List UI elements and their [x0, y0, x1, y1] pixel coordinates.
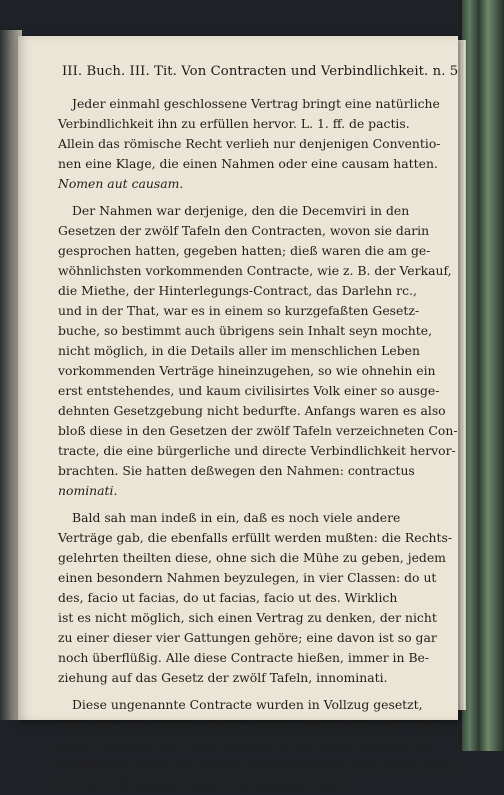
text-line: vorkommenden Verträge hineinzugehen, so wie ohnehin ein	[58, 363, 436, 378]
text-line: nominati.	[58, 483, 118, 498]
text-line: einen Nahmen, noch eine causam hatten, keine Zwangs-Ver-	[58, 737, 439, 752]
text-line: Verbindlichkeit ihn zu erfüllen hervor. L. 1. ff. de pactis.	[58, 116, 410, 131]
text-line: Allein das römische Recht verlieh nur denjenigen Conventio-	[58, 136, 441, 151]
text-line: Jeder einmahl geschlossene Vertrag bringt eine natürliche	[72, 96, 440, 111]
paragraph	[58, 201, 458, 501]
page-body	[58, 94, 458, 795]
text-line: L. 7. §. 2. ff. de pact. und 5. de prascript. verb.	[58, 777, 351, 792]
text-line: gelehrten theilten diese, ohne sich die Mühe zu geben, jedem	[58, 550, 446, 565]
text-line: nicht möglich, in die Details aller im menschlichen Leben	[58, 343, 420, 358]
text-line: die Miethe, der Hinterlegungs-Contract, das Darlehn rc.,	[58, 283, 417, 298]
text-line: buche, so bestimmt auch übrigens sein Inhalt seyn mochte,	[58, 323, 433, 338]
text-line: Nomen aut causam.	[58, 176, 184, 191]
running-header: III. Buch. III. Tit. Von Contracten und Verbindlichkeit. n. 5	[62, 64, 459, 79]
text-line: Diese ungenannte Contracte wurden in Vollzug gesetzt,	[72, 697, 423, 712]
text-line: Der Nahmen war derjenige, den die Decemviri in den	[72, 203, 410, 218]
text-line: nen eine Klage, die einen Nahmen oder eine causam hatten.	[58, 156, 438, 171]
text-line: erst entstehendes, und kaum civilisirtes Volk einer so ausge-	[58, 383, 440, 398]
text-line: dehnten Gesetzgebung nicht bedurfte. Anfangs waren es also	[58, 403, 446, 418]
text-line: wenn sie eine causam hatten; dagegen diejenigen, die weder	[58, 717, 442, 732]
text-line: noch überflüßig. Alle diese Contracte hießen, immer in Be-	[58, 650, 430, 665]
text-line: Bald sah man indeß in ein, daß es noch viele andere	[72, 510, 401, 525]
text-line: wöhnlichsten vorkommenden Contracte, wie z. B. der Verkauf,	[58, 263, 452, 278]
book-page	[18, 36, 459, 792]
paragraph	[58, 94, 441, 194]
text-line: bindlichkeit nach sich zogen; und dieß nannte man pacta nuda.	[58, 757, 457, 772]
text-line: und in der That, war es in einem so kurzgefaßten Gesetz-	[58, 303, 420, 318]
text-line: Verträge gab, die ebenfalls erfüllt werden mußten: die Rechts-	[58, 530, 453, 545]
paragraph	[58, 695, 457, 795]
book-cover-edge	[462, 0, 504, 751]
text-line: zu einer dieser vier Gattungen gehöre; eine davon ist so gar	[58, 630, 437, 645]
text-line: des, facio ut facias, do ut facias, facio ut des. Wirklich	[58, 590, 398, 605]
text-line: gesprochen hatten, gegeben hatten; dieß waren die am ge-	[58, 243, 431, 258]
text-line: ziehung auf das Gesetz der zwölf Tafeln, innominati.	[58, 670, 388, 685]
text-line: einen besondern Nahmen beyzulegen, in vier Classen: do ut	[58, 570, 437, 585]
text-line: brachten. Sie hatten deßwegen den Nahmen: contractus	[58, 463, 415, 478]
text-line: bloß diese in den Gesetzen der zwölf Tafeln verzeichneten Con-	[58, 423, 458, 438]
paragraph	[58, 508, 453, 688]
text-line: Gesetzen der zwölf Tafeln den Contracten, wovon sie darin	[58, 223, 430, 238]
text-line: ist es nicht möglich, sich einen Vertrag zu denken, der nicht	[58, 610, 437, 625]
text-line: tracte, die eine bürgerliche und directe Verbindlichkeit hervor-	[58, 443, 456, 458]
